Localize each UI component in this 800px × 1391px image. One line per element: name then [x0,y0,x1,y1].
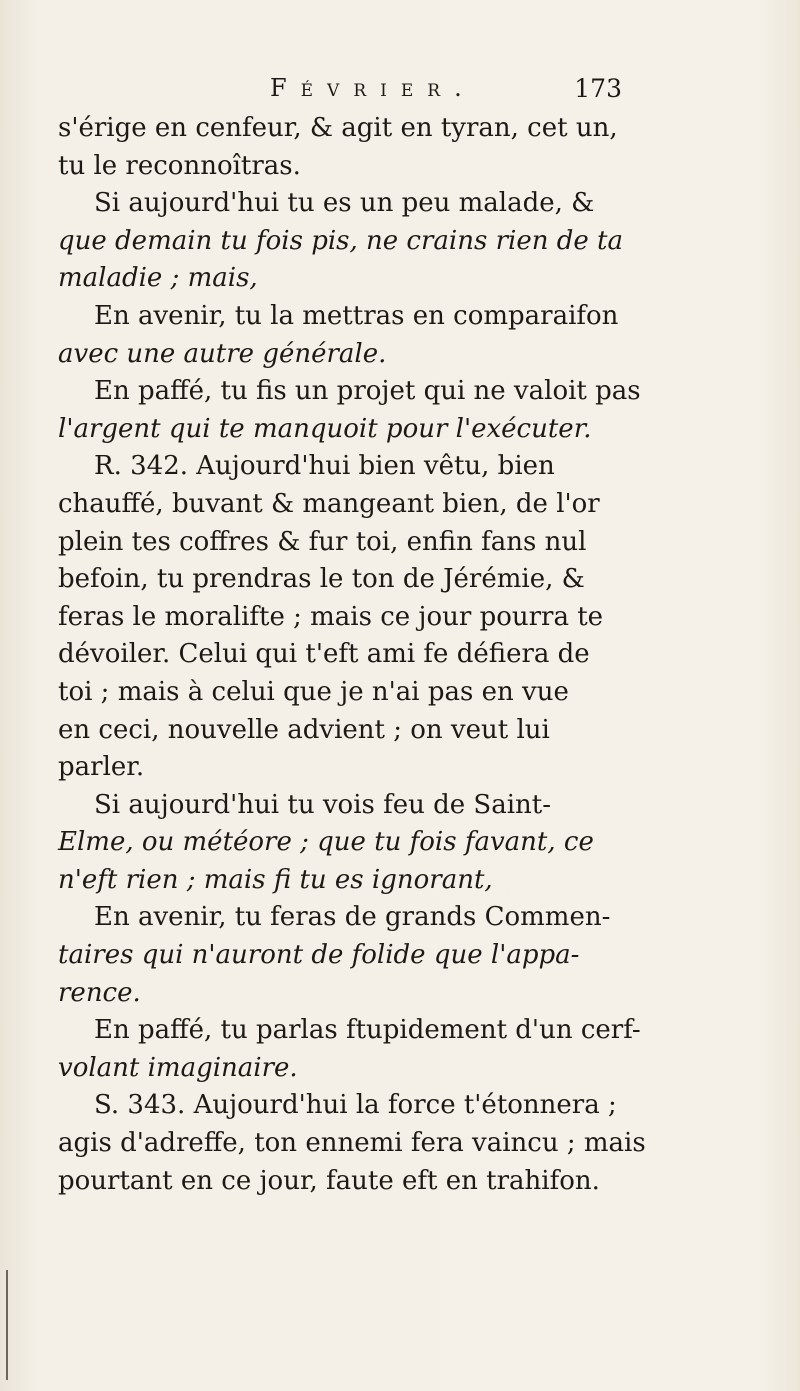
text-line: maladie ; mais, [58,263,258,294]
page-edge-mark [6,1270,8,1380]
text-line: n'eft rien ; mais fi tu es ignorant, [58,864,493,895]
text-line: tu le reconnoîtras. [58,150,301,181]
page-header [0,74,800,114]
text-line: S. 343. Aujourd'hui la force t'étonnera ; [94,1090,617,1121]
text-line: que demain tu fois pis, ne crains rien de ta [58,225,623,256]
running-head: Février. [270,74,476,102]
text-line: feras le moralifte ; mais ce jour pourra te [58,601,604,632]
text-line: agis d'adreffe, ton ennemi fera vaincu ; mais [58,1128,646,1159]
text-line: dévoiler. Celui qui t'eft ami fe défiera de [58,639,590,670]
text-line: R. 342. Aujourd'hui bien vêtu, bien [94,451,555,482]
text-line: taires qui n'auront de folide que l'appa- [58,940,580,971]
text-line: En avenir, tu la mettras en comparaifon [94,300,619,331]
page-number: 173 [574,74,622,103]
text-line: en ceci, nouvelle advient ; on veut lui [58,714,550,745]
text-line: toi ; mais à celui que je n'ai pas en vue [58,676,569,707]
text-line: En paffé, tu parlas ftupidement d'un cerf- [94,1015,641,1046]
text-line: Si aujourd'hui tu es un peu malade, & [94,188,595,219]
text-line: l'argent qui te manquoit pour l'exécuter. [58,413,592,444]
text-line: parler. [58,752,145,783]
text-line: Si aujourd'hui tu vois feu de Saint- [94,789,552,820]
text-line: s'érige en cenfeur, & agit en tyran, cet un, [58,113,618,143]
text-line: volant imaginaire. [58,1052,298,1083]
text-line: En paffé, tu fis un projet qui ne valoit pas [94,376,641,407]
text-line: chauffé, buvant & mangeant bien, de l'or [58,488,600,519]
text-line: befoin, tu prendras le ton de Jérémie, & [58,564,585,595]
text-line: pourtant en ce jour, faute eft en trahifon. [58,1165,600,1196]
text-line: rence. [58,977,141,1008]
text-line: Elme, ou météore ; que tu fois favant, ce [58,827,594,858]
text-line: avec une autre générale. [58,338,387,369]
text-line: plein tes coffres & fur toi, enfin fans nul [58,526,587,557]
body-text [58,110,758,1200]
text-line: En avenir, tu feras de grands Commen- [94,902,611,933]
